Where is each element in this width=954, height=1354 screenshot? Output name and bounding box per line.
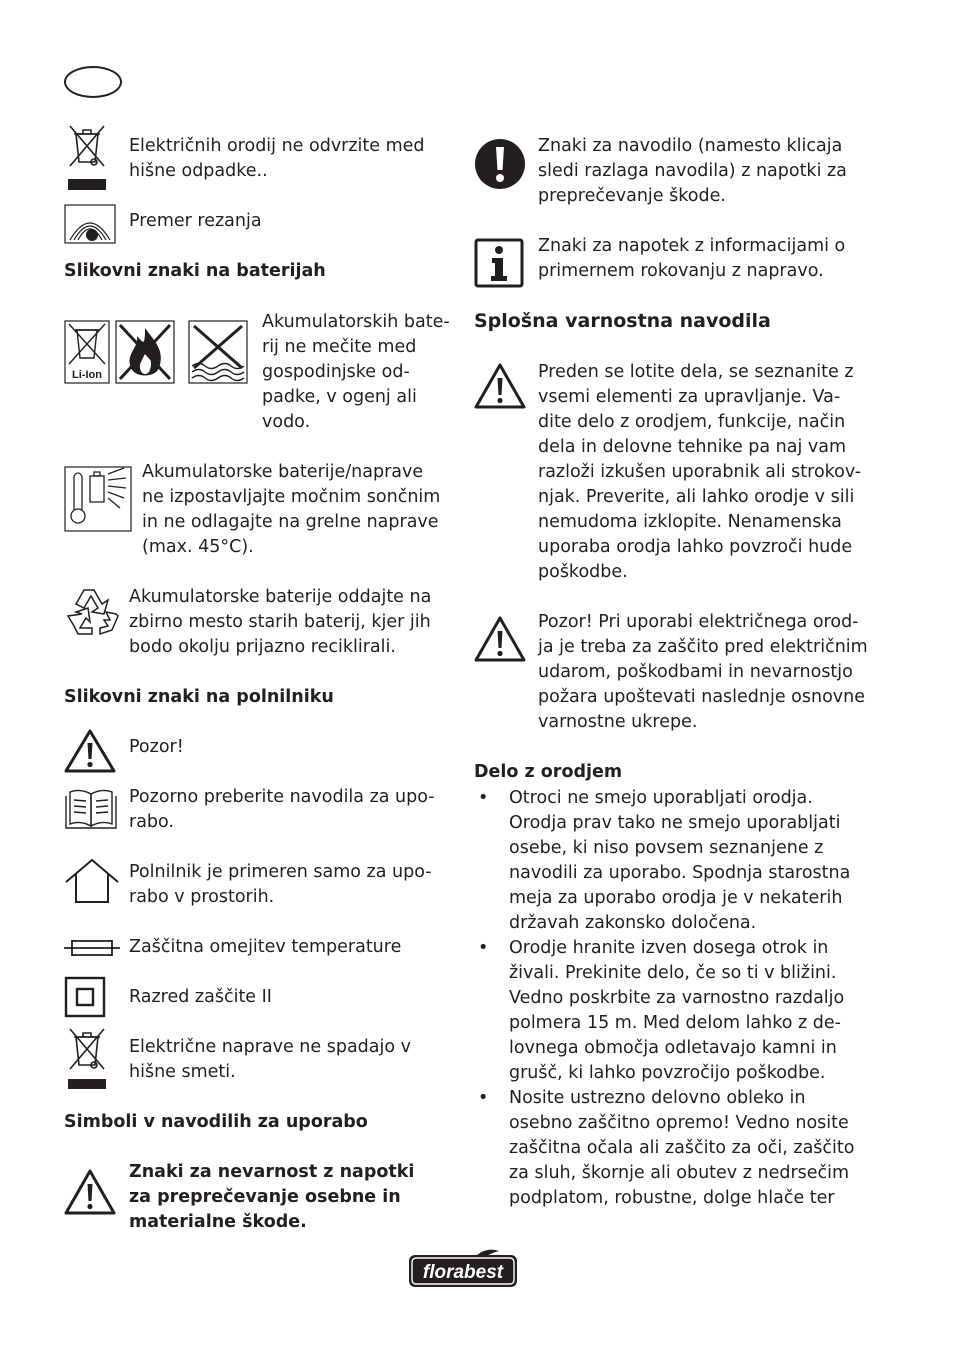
- charger-manual-text: Pozorno preberite navodila za upo- rabo.: [129, 787, 435, 832]
- charger-crossed-bin-icon: [64, 1027, 110, 1091]
- crossed-bin-icon: [64, 124, 110, 192]
- charger-fuse-text: Zaščitna omejitev temperature: [129, 937, 402, 957]
- list-item: • Nosite ustrezno delovno obleko in osebno zaščitno opremo! Vedno nosite zaščitna očala ali zaščito za oči, zaščito za sluh, škornje ali obutev z nedrsečim podplatom, robustne, dolge hlače ter: [474, 1086, 874, 1211]
- battery-heat-text: Akumulatorske baterije/naprave ne izpostavljajte močnim sončnim in ne odlagajte na grelne naprave (max. 45°C).: [142, 462, 441, 557]
- danger-triangle-icon: [64, 1168, 116, 1216]
- charger-indoor-text: Polnilnik je primeren samo za upo- rabo v prostorih.: [129, 862, 432, 907]
- logo-text: florabest: [422, 1262, 504, 1283]
- book-icon: [64, 788, 118, 830]
- safety-warning2-text: Pozor! Pri uporabi električnega orod- ja je treba za zaščito pred električnim udarom, poškodbami in nevarnostjo požara upoštevati naslednje osnovne varnostne ukrepe.: [538, 612, 868, 732]
- indoor-house-icon: [64, 858, 120, 904]
- no-fire-icon: [115, 320, 175, 384]
- battery-section-heading: Slikovni znaki na baterijah: [64, 261, 326, 281]
- battery-recycle-text: Akumulatorske baterije oddajte na zbirno mesto starih baterij, kjer jih bodo okolju prijazno reciklirali.: [129, 587, 432, 657]
- safety-warning-triangle-icon: [474, 362, 526, 410]
- list-item: • Orodje hranite izven dosega otrok in živali. Prekinite delo, če so ti v bližini. Vedno poskrbite za varnostno razdaljo polmera 15 m. Med delom lahko z de- lovnega območja odletavajo kamni in grušč, ki lahko povzročijo poškodbe.: [474, 936, 874, 1086]
- weee-tool-text: Električnih orodij ne odvrzite med hišne odpadke..: [129, 136, 425, 181]
- charger-class-text: Razred zaščite II: [129, 987, 272, 1007]
- cut-diameter-icon: [64, 204, 116, 244]
- list-item: • Otroci ne smejo uporabljati orodja. Orodja prav tako ne smejo uporabljati osebe, ki niso povsem seznanjene z navodili za uporabo. Spodnja starostna meja za uporabo orodja je v nekaterih državah zakonsko določena.: [474, 786, 874, 936]
- mandatory-text: Znaki za navodilo (namesto klicaja sledi razlaga navodila) z napotki za preprečevanje škode.: [538, 136, 847, 206]
- cut-diameter-text: Premer rezanja: [129, 211, 262, 231]
- work-instructions-list: [474, 786, 874, 1211]
- manual-symbols-heading: Simboli v navodilih za uporabo: [64, 1112, 368, 1132]
- liion-label: Li-Ion: [72, 369, 102, 381]
- recycle-icon: [64, 586, 122, 640]
- charger-caution-text: Pozor!: [129, 737, 184, 757]
- charger-weee-text: Električne naprave ne spadajo v hišne smeti.: [129, 1037, 411, 1082]
- safety-section-heading: Splošna varnostna navodila: [474, 310, 771, 332]
- thermal-fuse-icon: [64, 938, 120, 958]
- info-text: Znaki za napotek z informacijami o primernem rokovanju z napravo.: [538, 236, 846, 281]
- electric-warning-triangle-icon: [474, 615, 526, 663]
- manual-danger-text: Znaki za nevarnost z napotki za preprečevanje osebne in materialne škode.: [129, 1162, 415, 1232]
- protection-class-ii-icon: [64, 976, 106, 1018]
- charger-section-heading: Slikovni znaki na polnilniku: [64, 687, 334, 707]
- mandatory-exclamation-icon: [474, 138, 526, 190]
- warning-triangle-icon: [64, 728, 116, 774]
- info-icon: [474, 238, 524, 288]
- battery-crossed-bin-icon: [64, 320, 110, 384]
- sun-heat-icon: [64, 466, 132, 532]
- no-water-icon: [188, 320, 248, 384]
- battery-dispose-text: Akumulatorskih bate- rij ne mečite med gospodinjske od- padke, v ogenj ali vodo.: [262, 312, 450, 432]
- language-badge: [64, 66, 122, 98]
- work-section-heading: Delo z orodjem: [474, 762, 623, 782]
- safety-warning1-text: Preden se lotite dela, se seznanite z vsemi elementi za upravljanje. Va- dite delo z orodjem, funkcije, način dela in delovne tehnike pa naj vam razloži izkušen uporabnik ali strokov- njak. Preverite, ali lahko orodje v sili nemudoma izklopite. Nenamenska uporaba orodja lahko povzroči hude poškodbe.: [538, 362, 862, 582]
- florabest-logo: [407, 1249, 519, 1289]
